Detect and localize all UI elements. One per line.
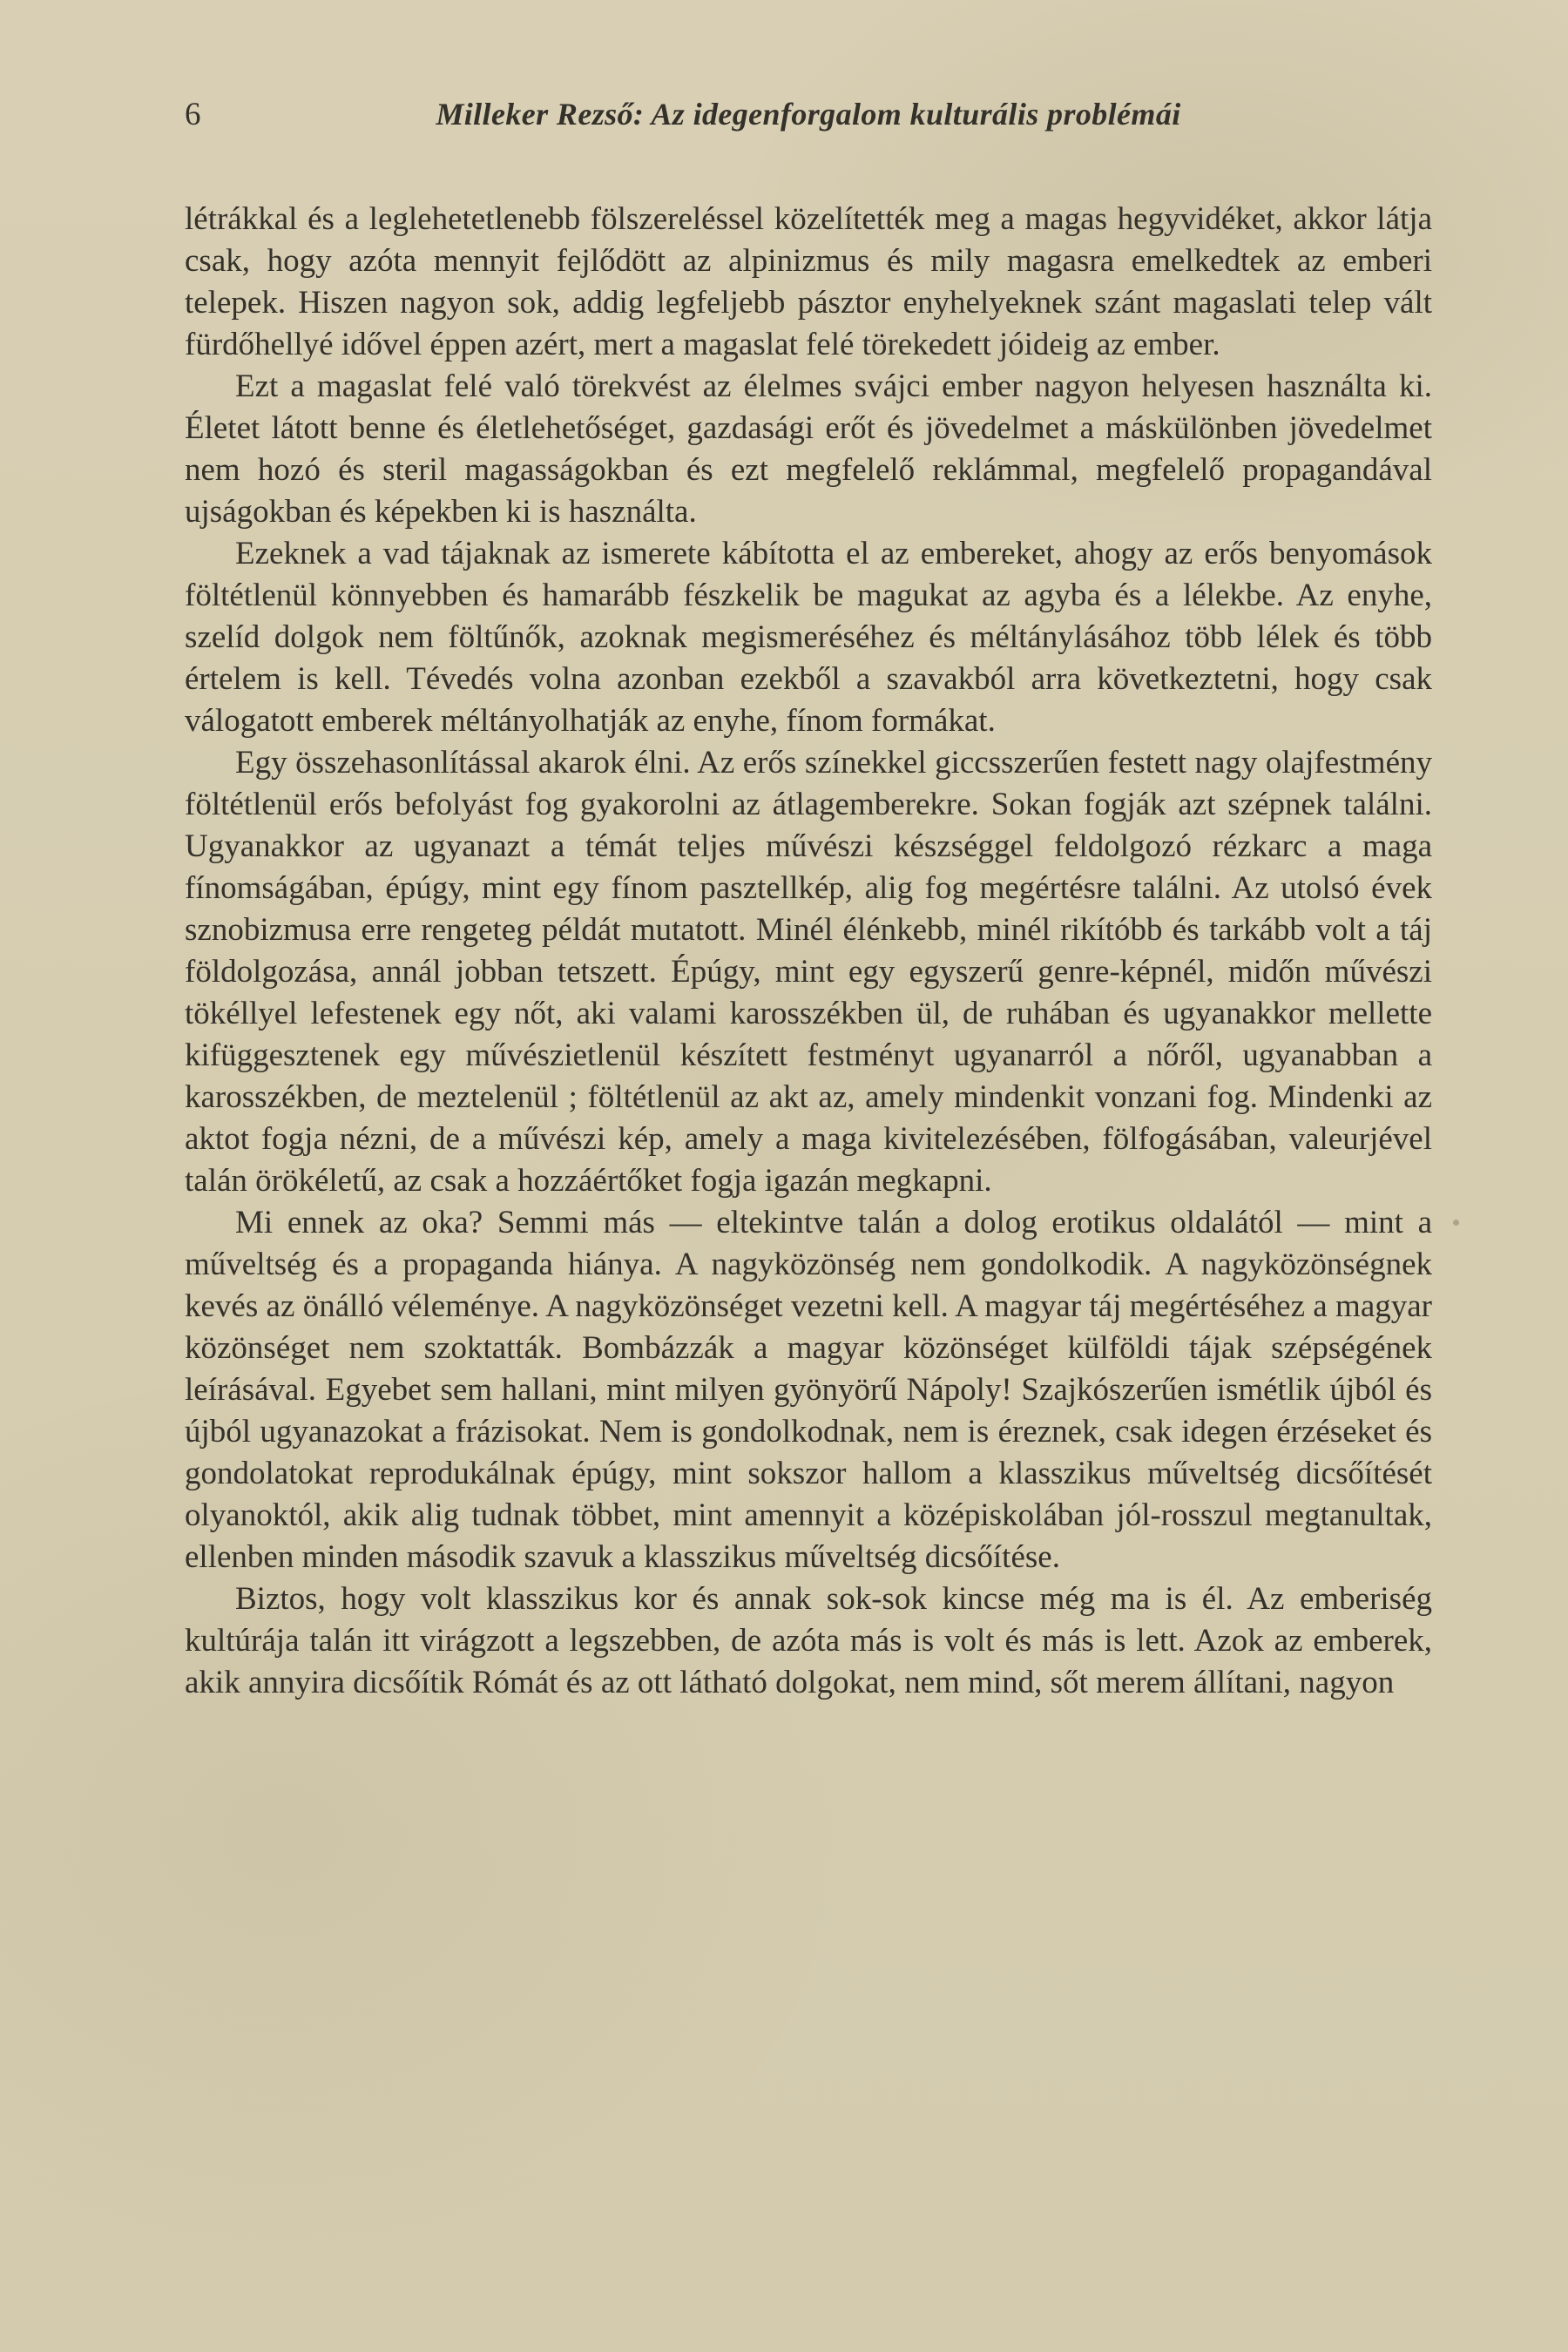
paragraph: Ezt a magaslat felé való törekvést az élelmes svájci ember nagyon helyesen használta ki. Életet látott benne és életlehetőséget, gazdasági erőt és jövedelmet a máskülönben jövedelmet nem hozó és steril magasságokban és ezt megfelelő reklámmal, megfelelő propagandával ujságokban és képekben ki is használta. <box>185 368 1432 530</box>
paragraph: Ezeknek a vad tájaknak az ismerete kábította el az embereket, ahogy az erős benyomások föltétlenül könnyebben és hamarább fészkelik be magukat az agyba és a lélekbe. Az enyhe, szelíd dolgok nem föltűnők, azoknak megismeréséhez és méltánylásához több lélek és több értelem is kell. Tévedés volna azonban ezekből a szavakból arra következtetni, hogy csak válogatott emberek méltányolhatják az enyhe, fínom formákat. <box>185 536 1432 739</box>
text-block <box>185 199 1432 1704</box>
scan-speck <box>1453 1220 1459 1226</box>
paragraph: Mi ennek az oka? Semmi más — eltekintve talán a dolog erotikus oldalától — mint a műveltség és a propaganda hiánya. A nagyközönség nem gondolkodik. A nagyközönségnek kevés az önálló véleménye. A nagyközönséget vezetni kell. A magyar táj megértéséhez a magyar közönséget nem szoktatták. Bombázzák a magyar közönséget külföldi tájak szépségének leírásával. Egyebet sem hallani, mint milyen gyönyörű Nápoly! Szajkószerűen ismétlik újból és újból ugyanazokat a frázisokat. Nem is gondolkodnak, nem is éreznek, csak idegen érzéseket és gondolatokat reprodukálnak épúgy, mint sokszor hallom a klasszikus műveltség dicsőítését olyanoktól, akik alig tudnak többet, mint amennyit a középiskolában jól-rosszul megtanultak, ellenben minden második szavuk a klasszikus műveltség dicsőítése. <box>185 1205 1432 1575</box>
running-header-title: Milleker Rezső: Az idegenforgalom kulturális problémái <box>436 97 1181 132</box>
running-header <box>185 96 1432 139</box>
paragraph: Biztos, hogy volt klasszikus kor és annak sok-sok kincse még ma is él. Az emberiség kultúrája talán itt virágzott a legszebben, de azóta más is volt és más is lett. Azok az emberek, akik annyira dicsőítik Rómát és az ott látható dolgokat, nem mind, sőt merem állítani, nagyon <box>185 1581 1432 1700</box>
page-number: 6 <box>185 97 201 132</box>
paragraph: létrákkal és a leglehetetlenebb fölszereléssel közelítették meg a magas hegyvidéket, akkor látja csak, hogy azóta mennyit fejlődött az alpinizmus és mily magasra emelkedtek az emberi telepek. Hiszen nagyon sok, addig legfeljebb pásztor enyhelyeknek szánt magaslati telep vált fürdőhellyé idővel éppen azért, mert a magaslat felé törekedett jóideig az ember. <box>185 201 1432 362</box>
paragraph: Egy összehasonlítással akarok élni. Az erős színekkel giccsszerűen festett nagy olajfestmény föltétlenül erős befolyást fog gyakorolni az átlagemberekre. Sokan fogják azt szépnek találni. Ugyanakkor az ugyanazt a témát teljes művészi készséggel feldolgozó rézkarc a maga fínomságában, épúgy, mint egy fínom pasztellkép, alig fog megértésre találni. Az utolsó évek sznobizmusa erre rengeteg példát mutatott. Minél élénkebb, minél rikítóbb és tarkább volt a táj földolgozása, annál jobban tetszett. Épúgy, mint egy egyszerű genre-képnél, midőn művészi tökéllyel lefestenek egy nőt, aki valami karosszékben ül, de ruhában és ugyanakkor mellette kifüggesztenek egy művészietlenül készített festményt ugyanarról a nőről, ugyanabban a karosszékben, de meztelenül ; föltétlenül az akt az, amely mindenkit vonzani fog. Mindenki az aktot fogja nézni, de a művészi kép, amely a maga kivitelezésében, fölfogásában, valeurjével talán örökéletű, az csak a hozzáértőket fogja igazán megkapni. <box>185 745 1432 1199</box>
